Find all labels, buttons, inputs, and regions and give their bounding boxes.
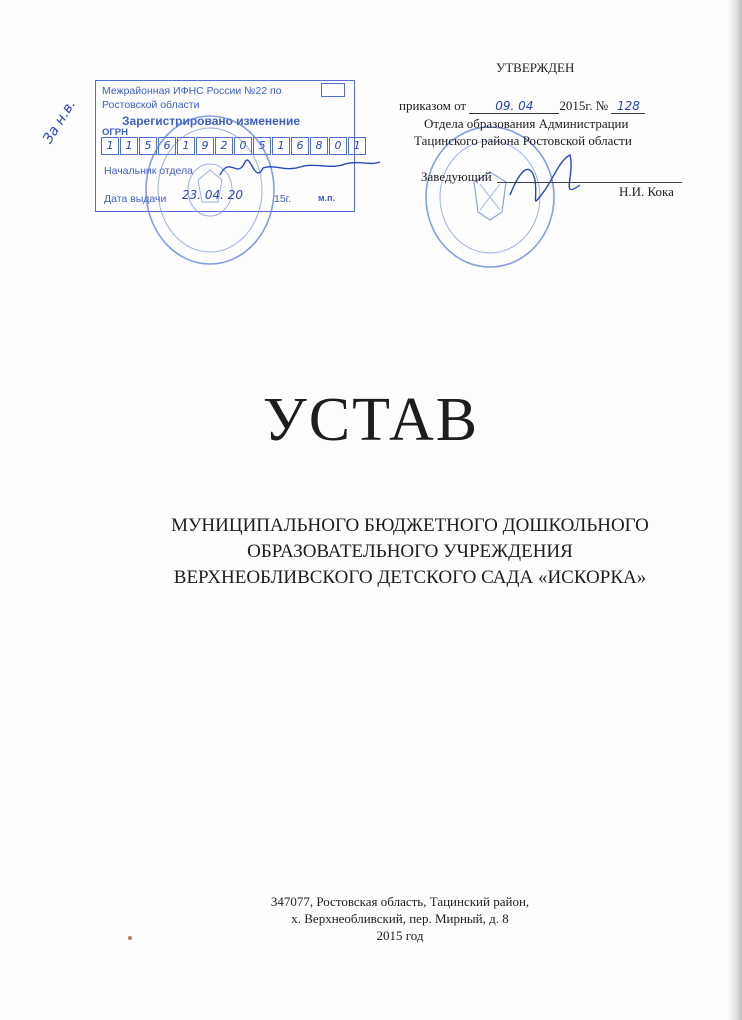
tax-stamp-line3: Зарегистрировано изменение xyxy=(122,114,301,128)
order-line xyxy=(399,98,645,114)
head-name: Н.И. Кока xyxy=(619,184,674,199)
address-line-2: х. Верхнеобливский, пер. Мирный, д. 8 xyxy=(291,911,509,926)
order-year: 2015г. № xyxy=(559,98,609,113)
ogrn-digit-cell: 6 xyxy=(291,137,309,155)
tax-stamp-box xyxy=(321,83,345,97)
ogrn-digit-cell: 5 xyxy=(139,137,157,155)
org-line-1: Отдела образования Администрации xyxy=(424,116,629,131)
ogrn-digit-cell: 8 xyxy=(310,137,328,155)
ogrn-digit-cell: 1 xyxy=(177,137,195,155)
issue-date-label: Дата выдачи xyxy=(104,193,167,205)
ogrn-digit-cell: 0 xyxy=(329,137,347,155)
issue-year-suffix: 15г. xyxy=(274,193,292,205)
issue-date-value: 23. 04. 20 xyxy=(182,188,244,202)
order-date: 09. 04 xyxy=(469,99,559,114)
document-year: 2015 год xyxy=(376,928,424,943)
subtitle-line: ОБРАЗОВАТЕЛЬНОГО УЧРЕЖДЕНИЯ xyxy=(247,541,573,562)
head-title: Заведующий xyxy=(421,169,492,184)
ogrn-digit-cell: 2 xyxy=(215,137,233,155)
handwritten-note: За н.в. xyxy=(40,97,80,147)
subtitle-line: ВЕРХНЕОБЛИВСКОГО ДЕТСКОГО САДА «ИСКОРКА» xyxy=(173,567,647,588)
order-number: 128 xyxy=(611,99,645,114)
tax-stamp-line2: Ростовской области xyxy=(102,99,200,111)
ogrn-digit-cell: 1 xyxy=(120,137,138,155)
page-edge-shadow xyxy=(728,0,742,1020)
ogrn-digit-cell: 0 xyxy=(234,137,252,155)
ogrn-label: ОГРН xyxy=(102,127,128,138)
ogrn-cells xyxy=(101,137,367,155)
document-subtitle xyxy=(110,513,710,591)
chief-label: Начальник отдела xyxy=(104,165,193,177)
subtitle-line: МУНИЦИПАЛЬНОГО БЮДЖЕТНОГО ДОШКОЛЬНОГО xyxy=(171,515,649,536)
document-footer xyxy=(200,893,600,944)
ogrn-digit-cell: 6 xyxy=(158,137,176,155)
signature-rule xyxy=(497,182,682,183)
tax-stamp-line1: Межрайонная ИФНС России №22 по xyxy=(102,85,282,97)
ogrn-digit-cell: 1 xyxy=(348,137,366,155)
org-line-2: Тацинского района Ростовской области xyxy=(414,133,632,148)
approved-title: УТВЕРЖДЕН xyxy=(496,60,575,75)
head-signature-icon xyxy=(500,140,590,220)
order-prefix: приказом от xyxy=(399,98,467,113)
ogrn-digit-cell: 1 xyxy=(101,137,119,155)
ogrn-digit-cell: 5 xyxy=(253,137,271,155)
mp-label: м.п. xyxy=(318,193,336,203)
ogrn-digit-cell: 1 xyxy=(272,137,290,155)
tax-registration-stamp xyxy=(95,80,361,212)
ogrn-digit-cell: 9 xyxy=(196,137,214,155)
ink-dot xyxy=(128,936,132,940)
document-title: УСТАВ xyxy=(262,386,480,454)
address-line-1: 347077, Ростовская область, Тацинский район, xyxy=(270,894,530,909)
